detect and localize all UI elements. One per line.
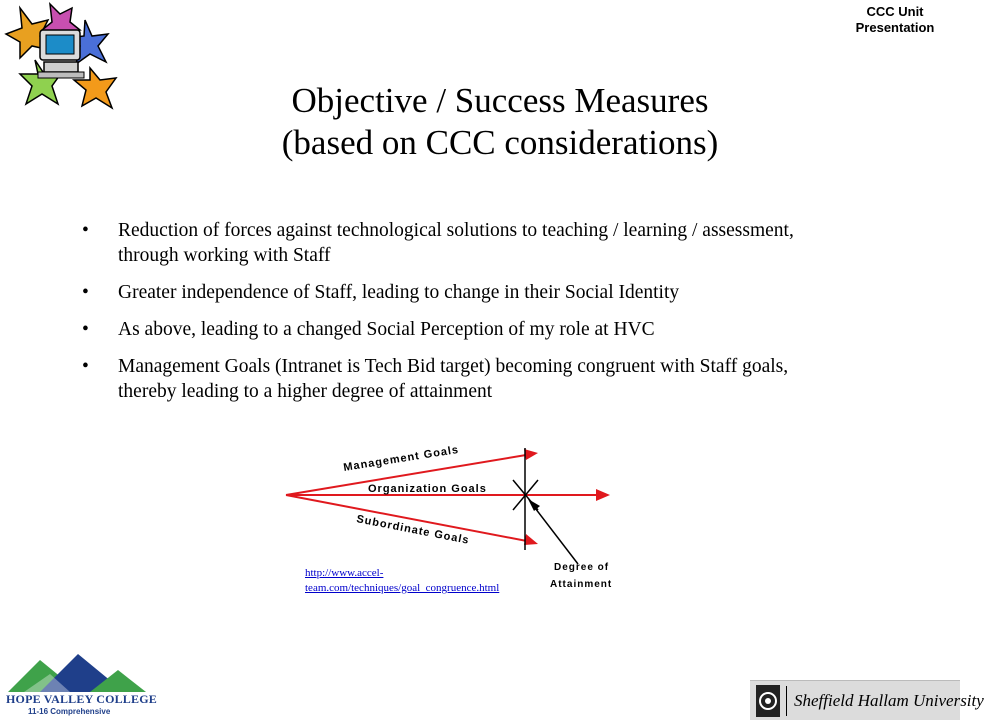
source-link[interactable] (305, 566, 555, 596)
source-link-line1[interactable]: http://www.accel- (305, 567, 384, 579)
shu-divider (786, 686, 787, 716)
subordinate-arrowhead-icon (524, 534, 538, 545)
shu-name: Sheffield Hallam University (794, 691, 984, 710)
management-goals-label: Management Goals (342, 443, 460, 474)
list-item (82, 354, 842, 404)
bullet-text: As above, leading to a changed Social Perception of my role at HVC (118, 319, 655, 340)
bullet-icon: • (82, 356, 89, 377)
degree-label: Degree of (554, 562, 610, 573)
title-line1: Objective / Success Measures (291, 81, 709, 120)
bullet-text: Management Goals (Intranet is Tech Bid target) becoming congruent with Staff goals, thereby leading to a higher degree of attainment (118, 356, 789, 402)
hvc-name: HOPE VALLEY COLLEGE (6, 692, 157, 706)
list-item (82, 317, 842, 342)
source-link-line2[interactable]: team.com/techniques/goal_congruence.html (305, 582, 500, 594)
attainment-label: Attainment (550, 579, 613, 590)
subordinate-goals-label: Subordinate Goals (355, 513, 471, 547)
bullet-list (82, 218, 842, 416)
title-line2: (based on CCC considerations) (281, 123, 719, 162)
university-emblem-icon (756, 685, 780, 717)
attainment-pointer (532, 504, 578, 564)
bullet-text: Reduction of forces against technological solutions to teaching / learning / assessment, through working with Staff (118, 220, 794, 266)
unit-label (840, 4, 950, 36)
organization-arrowhead-icon (596, 489, 610, 501)
list-item (82, 218, 842, 268)
bullet-icon: • (82, 282, 89, 303)
bullet-text: Greater independence of Staff, leading to change in their Social Identity (118, 282, 680, 303)
bullet-icon: • (82, 319, 89, 340)
list-item (82, 280, 842, 305)
page-title (130, 80, 870, 164)
unit-label-line2: Presentation (855, 20, 935, 35)
computer-stars-clipart-icon (0, 0, 132, 118)
management-arrowhead-icon (524, 449, 538, 460)
hvc-subtitle: 11-16 Comprehensive (28, 707, 111, 716)
shu-logo-banner (750, 680, 984, 720)
unit-label-line1: CCC Unit (866, 4, 924, 19)
organization-goals-label: Organization Goals (368, 483, 487, 495)
bullet-icon: • (82, 220, 89, 241)
